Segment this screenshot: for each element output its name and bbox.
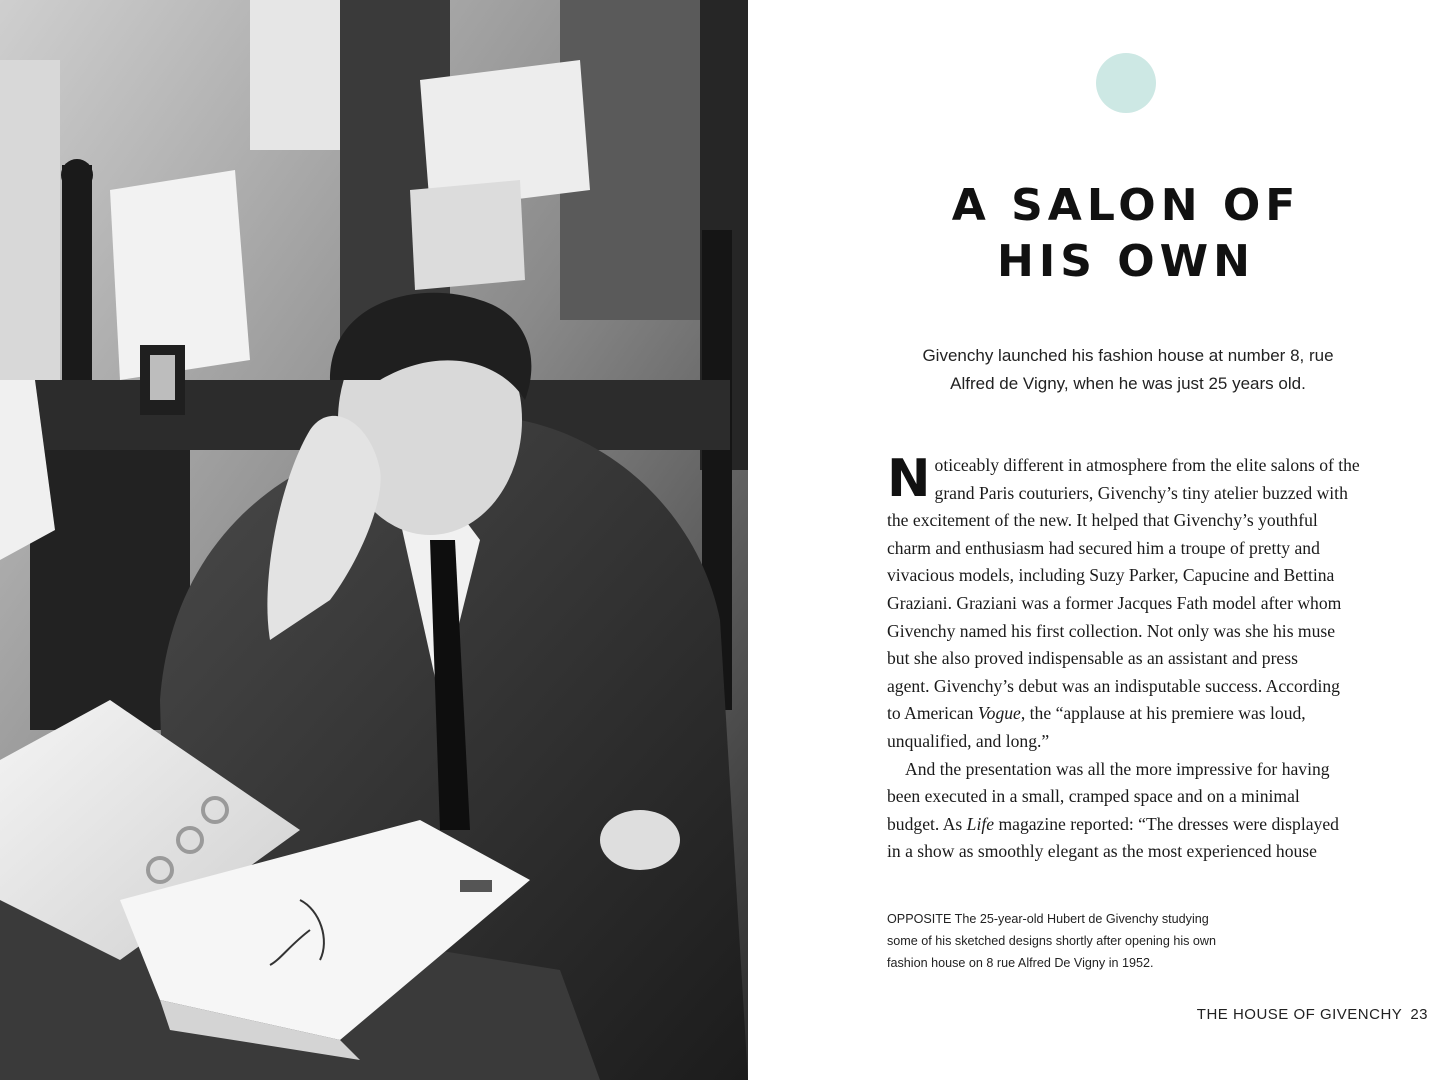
body-text-segment: to American: [887, 703, 978, 724]
body-line: charm and enthusiasm had secured him a troupe of pretty and: [887, 537, 1320, 558]
body-line: unqualified, and long.”: [887, 730, 1050, 751]
running-footer: [1197, 1006, 1428, 1023]
chapter-title-line-1: A SALON OF: [951, 180, 1301, 231]
caption-line-3: fashion house on 8 rue Alfred De Vigny in 1952.: [887, 956, 1154, 970]
body-line: in a show as smoothly elegant as the most experienced house: [887, 841, 1317, 862]
chapter-title-line-2: HIS OWN: [997, 236, 1255, 287]
standfirst: [878, 342, 1378, 398]
standfirst-line-1: Givenchy launched his fashion house at number 8, rue: [922, 346, 1334, 365]
chapter-title: [848, 178, 1404, 290]
body-line: agent. Givenchy’s debut was an indisputable success. According: [887, 675, 1340, 696]
standfirst-line-2: Alfred de Vigny, when he was just 25 years old.: [950, 374, 1306, 393]
body-line: grand Paris couturiers, Givenchy’s tiny atelier buzzed with: [934, 482, 1348, 503]
body-line: Givenchy named his first collection. Not only was she his muse: [887, 620, 1336, 641]
page-number: 23: [1410, 1006, 1428, 1023]
body-text-segment: magazine reported: “The dresses were displayed: [994, 813, 1339, 834]
body-line: vivacious models, including Suzy Parker, Capucine and Bettina: [887, 565, 1335, 586]
body-line: but she also proved indispensable as an assistant and press: [887, 648, 1298, 669]
life-title: Life: [966, 813, 995, 834]
vogue-title: Vogue: [977, 703, 1021, 724]
accent-dot: [1096, 53, 1156, 113]
body-line: been executed in a small, cramped space and on a minimal: [887, 786, 1300, 807]
body-line: the excitement of the new. It helped that Givenchy’s youthful: [887, 510, 1318, 531]
caption-line-2: some of his sketched designs shortly after opening his own: [887, 934, 1217, 948]
body-line-vogue: [887, 700, 1382, 728]
running-title: THE HOUSE OF GIVENCHY: [1196, 1006, 1403, 1023]
text-page: [748, 0, 1448, 1080]
body-line: And the presentation was all the more impressive for having: [905, 758, 1330, 779]
caption-line-1: OPPOSITE The 25-year-old Hubert de Givenchy studying: [887, 912, 1209, 926]
photo-caption: [887, 908, 1307, 974]
body-line-life: [887, 811, 1382, 839]
body-line: oticeably different in atmosphere from the elite salons of the: [934, 455, 1360, 475]
drop-cap: N: [887, 449, 931, 509]
body-text-segment: , the “applause at his premiere was loud,: [1020, 703, 1306, 724]
body-line: Graziani. Graziani was a former Jacques Fath model after whom: [887, 592, 1342, 613]
body-text-segment: budget. As: [887, 813, 967, 834]
body-text: [887, 449, 1382, 866]
